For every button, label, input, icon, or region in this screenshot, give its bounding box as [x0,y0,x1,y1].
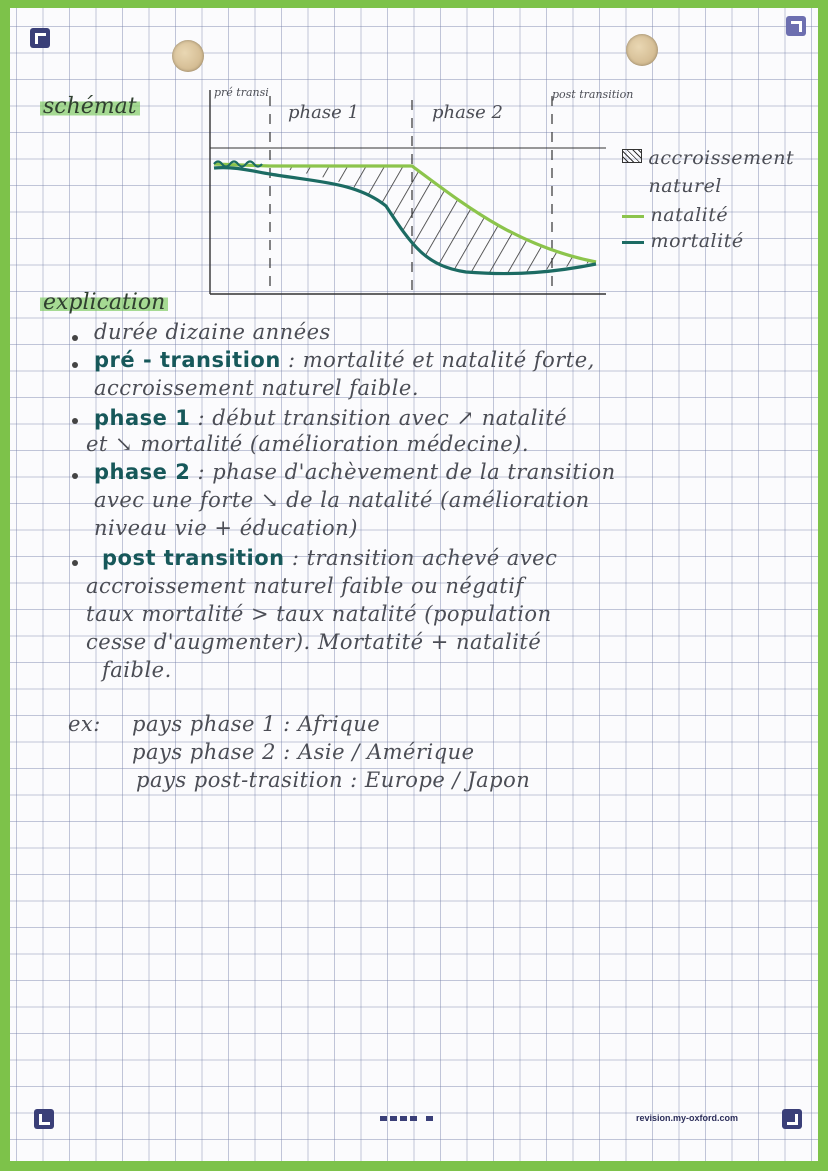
bullet [72,418,78,424]
phase-label-2: phase 2 [432,102,503,123]
explication-item-post-line4: cesse d'augmenter). Mortatité + natalité [86,630,542,654]
explication-item-pre-transition-line2: accroissement naturel faible. [94,376,420,400]
bullet [72,362,78,368]
footer-dots-icon [380,1116,433,1121]
bullet [72,335,78,341]
explication-item-pre-transition: pré - transition : mortalité et natalité forte, [94,348,595,372]
legend-mortalite: mortalité [622,230,744,252]
example-line-post: pays post-trasition : Europe / Japon [136,768,531,792]
explication-item-phase2-line2: avec une forte ↘ de la natalité (amélioration [94,488,590,512]
corner-mark-bottom-left-icon [34,1109,54,1129]
punch-hole-right [626,34,658,66]
phase-label-post: post transition [552,88,634,101]
corner-mark-bottom-right-icon [782,1109,802,1129]
schema-label: schémat [40,94,140,119]
phase-label-pre: pré transi [214,86,269,99]
explication-item-phase1-line2: et ↘ mortalité (amélioration médecine). [86,432,530,456]
bullet [72,560,78,566]
examples-prefix: ex: [68,712,101,736]
natalite-legend-icon [622,215,644,218]
explication-item-phase2: phase 2 : phase d'achèvement de la transition [94,460,616,484]
hatch-legend-icon [622,149,642,163]
explication-item-duration: durée dizaine années [94,320,331,344]
punch-hole-left [172,40,204,72]
phase-label-1: phase 1 [288,102,359,123]
explication-item-post-line3: taux mortalité > taux natalité (population [86,602,552,626]
legend-natalite: natalité [622,204,728,226]
footer-site: revision.my-oxford.com [636,1113,739,1123]
corner-mark-top-right-icon [786,16,806,36]
example-line-phase1: pays phase 1 : Afrique [132,712,381,736]
corner-mark-top-left-icon [30,28,50,48]
explication-item-post-transition: post transition : transition achevé avec [102,546,558,570]
bullet [72,473,78,479]
explication-heading: explication [40,290,168,315]
explication-item-post-line5: faible. [102,658,172,682]
notebook-page [10,8,818,1161]
legend-hatch: accroissement naturel [622,144,809,200]
explication-item-phase1: phase 1 : début transition avec ↗ natalité [94,406,568,430]
example-line-phase2: pays phase 2 : Asie / Amérique [132,740,475,764]
mortalite-legend-icon [622,241,644,244]
explication-item-post-line2: accroissement naturel faible ou négatif [86,574,524,598]
explication-item-phase2-line3: niveau vie + éducation) [94,516,358,540]
